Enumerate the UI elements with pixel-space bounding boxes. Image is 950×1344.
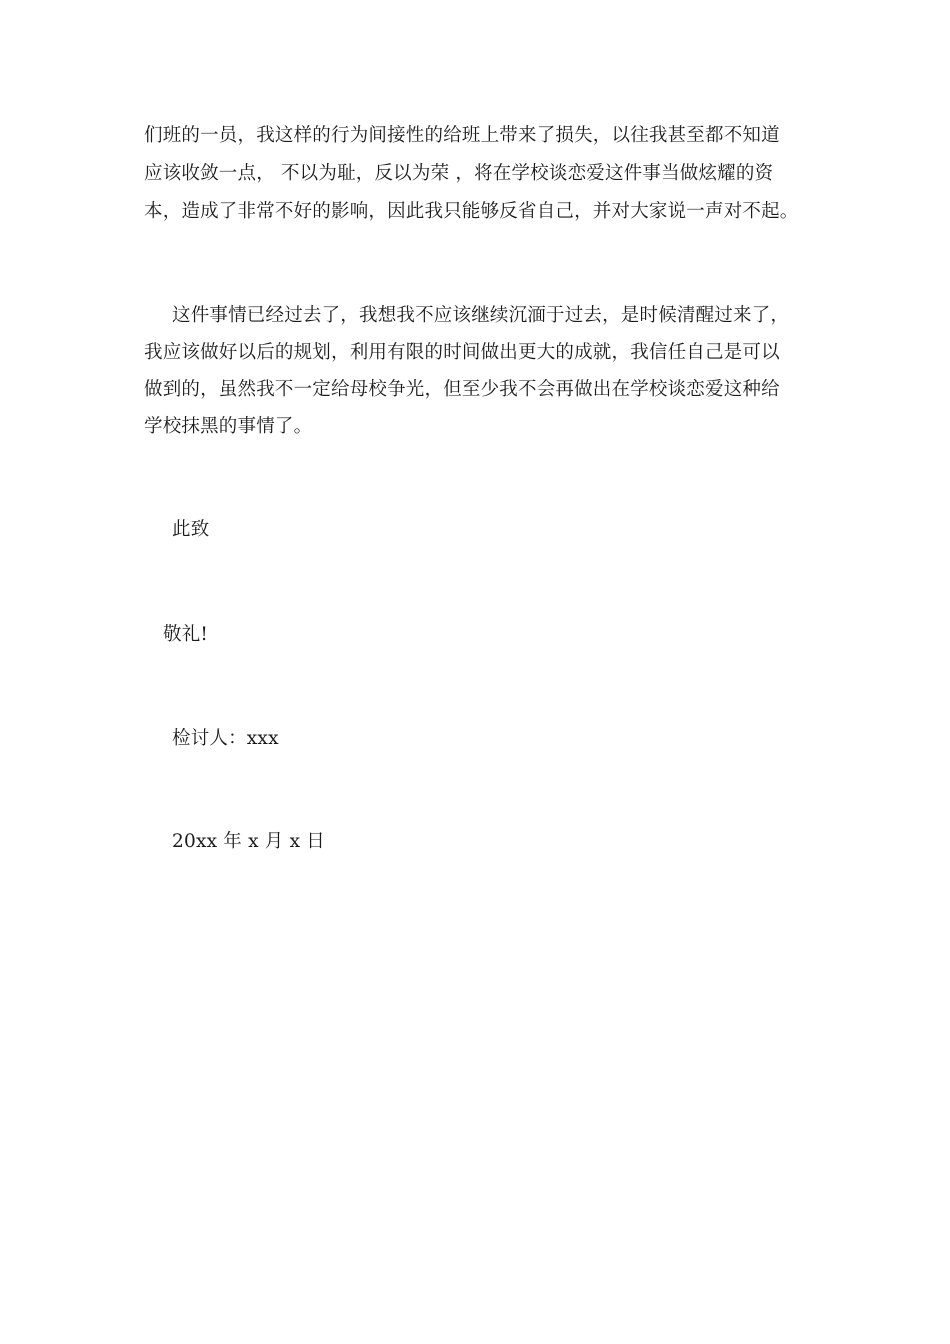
paragraph-1-line-3: 本，造成了非常不好的影响，因此我只能够反省自己，并对大家说一声对不起。 xyxy=(144,201,799,222)
signer-name: 检讨人：xxx xyxy=(172,728,279,749)
paragraph-2-line-1: 这件事情已经过去了，我想我不应该继续沉湎于过去，是时候清醒过来了， xyxy=(172,305,790,326)
paragraph-2-line-4: 学校抹黑的事情了。 xyxy=(144,416,313,437)
closing-salutation: 此致 xyxy=(172,519,210,540)
paragraph-2-line-2: 我应该做好以后的规划，利用有限的时间做出更大的成就，我信任自己是可以 xyxy=(144,342,780,363)
paragraph-1-line-1: 们班的一员，我这样的行为间接性的给班上带来了损失，以往我甚至都不知道 xyxy=(144,125,780,146)
closing-regards: 敬礼! xyxy=(163,624,209,645)
paragraph-1-line-2: 应该收敛一点， 不以为耻，反以为荣 ，将在学校谈恋爱这件事当做炫耀的资 xyxy=(144,163,774,184)
signature-date: 20xx 年 x 月 x 日 xyxy=(172,831,325,852)
paragraph-2-line-3: 做到的，虽然我不一定给母校争光，但至少我不会再做出在学校谈恋爱这种给 xyxy=(144,379,780,400)
